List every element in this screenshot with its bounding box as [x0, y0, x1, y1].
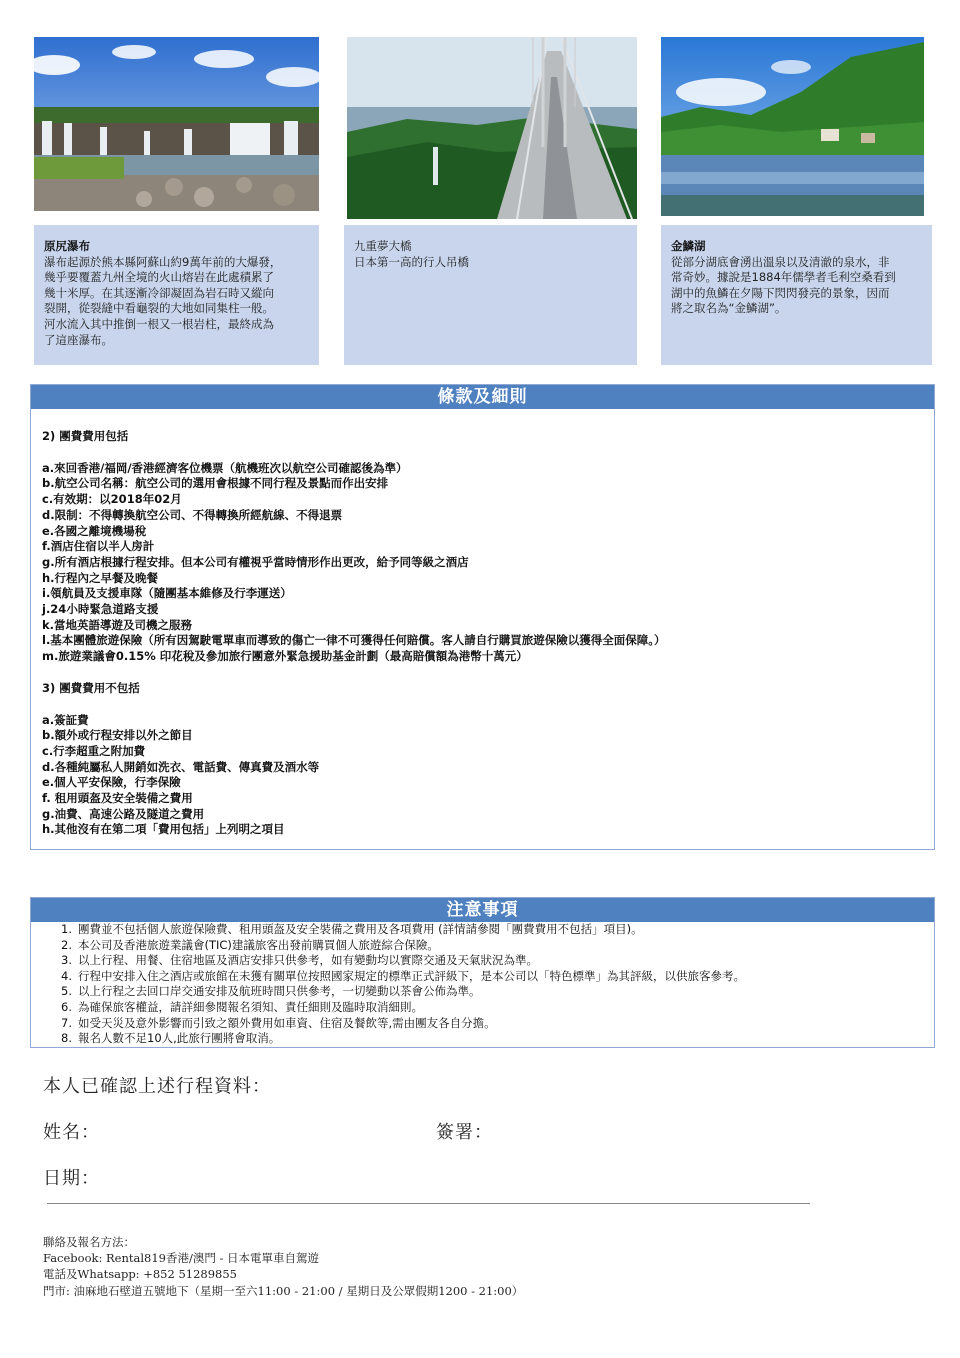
excluded-title: 3) 團費費用不包括	[42, 680, 140, 695]
terms-section	[30, 384, 935, 850]
name-label: 姓名：	[43, 1122, 100, 1143]
contact-phone: 電話及Whatsapp: +852 51289855	[43, 1267, 237, 1282]
included-item: f.酒店住宿以半人房計	[42, 539, 155, 554]
included-item: i.領航員及支援車隊（隨團基本維修及行李運送）	[42, 586, 292, 601]
excluded-item: b.額外或行程安排以外之節目	[42, 728, 193, 743]
attraction-name: 九重夢大橋	[354, 239, 412, 253]
included-item: e.各國之離境機場稅	[42, 523, 147, 538]
note-text: 本公司及香港旅遊業議會(TIC)建議旅客出發前購買個人旅遊綜合保險。	[78, 937, 439, 952]
contact-heading: 聯絡及報名方法：	[43, 1235, 135, 1249]
note-item	[61, 984, 934, 1000]
note-text: 為確保旅客權益，請詳細參閱報名須知、責任細則及臨時取消細則。	[78, 999, 423, 1014]
terms-section-title: 條款及細則	[31, 385, 934, 409]
attraction-description-line: 了這座瀑布。	[44, 332, 113, 347]
note-item	[61, 1016, 934, 1032]
attraction-card-bridge	[344, 225, 637, 365]
note-number: 3.	[61, 953, 72, 968]
excluded-item: c.行李超重之附加費	[42, 743, 146, 758]
included-title: 2) 團費費用包括	[42, 429, 129, 443]
contact-shop: 門市: 油麻地石壁道五號地下（星期一至六11:00 - 21:00 / 星期日及公眾假期1200 - 21:00）	[43, 1283, 524, 1298]
note-item	[61, 1000, 934, 1016]
bridge-photo	[347, 37, 637, 219]
included-item: a.來回香港/福岡/香港經濟客位機票（航機班次以航空公司確認後為準）	[42, 460, 408, 475]
included-item: m.旅遊業議會0.15% 印花稅及參加旅行團意外緊急援助基金計劃（最高賠償額為港幣十萬元）	[42, 649, 528, 664]
note-number: 6.	[61, 999, 72, 1014]
attraction-card-lake	[661, 225, 932, 365]
note-item	[61, 969, 934, 985]
note-item	[61, 1031, 934, 1047]
excluded-item: d.各種純屬私人開銷如洗衣、電話費、傳真費及酒水等	[42, 759, 320, 774]
waterfall-photo	[34, 37, 319, 211]
attraction-description-line: 裂開，從裂縫中看龜裂的大地如同集柱一般。	[44, 301, 274, 316]
note-text: 如受天災及意外影響而引致之額外費用如車資、住宿及餐飲等,需由團友各自分擔。	[78, 1015, 496, 1030]
attraction-description-line: 湖中的魚鱗在夕陽下閃閃發亮的景象，因而	[671, 285, 890, 300]
excluded-item: h.其他沒有在第二項「費用包括」上列明之項目	[42, 822, 285, 837]
lake-photo	[661, 37, 924, 216]
notes-list	[31, 922, 934, 1047]
attraction-description-line: 幾十米厚。在其逐漸冷卻凝固為岩石時又縱向	[44, 285, 274, 300]
confirmation-statement: 本人已確認上述行程資料：	[43, 1076, 271, 1097]
included-item: d.限制：不得轉換航空公司、不得轉換所經航線、不得退票	[42, 507, 343, 522]
note-item	[61, 922, 934, 938]
included-item: g.所有酒店根據行程安排。但本公司有權視乎當時情形作出更改，給予同等級之酒店	[42, 554, 469, 569]
excluded-item: a.簽証費	[42, 712, 89, 727]
attraction-description-line: 河水流入其中推倒一根又一根岩柱，最終成為	[44, 316, 274, 331]
note-number: 1.	[61, 922, 72, 936]
divider	[47, 1203, 810, 1204]
note-number: 2.	[61, 937, 72, 952]
included-item: k.當地英語導遊及司機之服務	[42, 617, 193, 632]
included-item: c.有效期：以2018年02月	[42, 492, 182, 507]
included-item: h.行程內之早餐及晚餐	[42, 570, 159, 585]
excluded-item: f. 租用頭盔及安全裝備之費用	[42, 791, 193, 806]
note-text: 團費並不包括個人旅遊保險費、租用頭盔及安全裝備之費用及各項費用 (詳情請參閱「團費費用不包括」項目)。	[78, 922, 643, 936]
contact-block	[43, 1234, 523, 1299]
contact-facebook: Facebook: Rental819香港/澳門 - 日本電單車自駕遊	[43, 1251, 320, 1266]
note-number: 8.	[61, 1031, 72, 1046]
attraction-description-line: 瀑布起源於熊本縣阿蘇山約9萬年前的大爆發，	[44, 254, 282, 269]
included-item: j.24小時緊急道路支援	[42, 602, 159, 617]
attraction-name: 原尻瀑布	[44, 239, 90, 253]
note-number: 7.	[61, 1015, 72, 1030]
attraction-description-line: 幾乎要覆蓋九州全境的火山熔岩在此處積累了	[44, 270, 274, 285]
attraction-description-line: 將之取名為“金鱗湖”。	[671, 301, 787, 316]
attraction-description-line: 日本第一高的行人吊橋	[354, 254, 469, 269]
excluded-item: g.油費、高速公路及隧道之費用	[42, 806, 205, 821]
note-text: 報名人數不足10人,此旅行團將會取消。	[78, 1031, 281, 1046]
included-item: b.航空公司名稱：航空公司的選用會根據不同行程及景點而作出安排	[42, 476, 389, 491]
attraction-description-line: 從部分湖底會湧出溫泉以及清澈的泉水，非	[671, 254, 890, 269]
signature-label: 簽署：	[436, 1122, 493, 1143]
note-text: 行程中安排入住之酒店或旅館在未獲有關單位按照國家規定的標準正式評級下，是本公司以「特色標準」為其評級，以供旅客參考。	[78, 968, 745, 983]
note-item	[61, 938, 934, 954]
excluded-item: e.個人平安保險，行李保險	[42, 775, 181, 790]
notes-section-title: 注意事項	[31, 898, 934, 922]
note-text: 以上行程、用餐、住宿地區及酒店安排只供參考，如有變動均以實際交通及天氣狀況為準。	[78, 953, 538, 968]
date-label: 日期：	[43, 1168, 100, 1189]
included-item: l.基本團體旅遊保險（所有因駕駛電單車而導致的傷亡一律不可獲得任何賠償。客人請自行購買旅遊保險以獲得全面保障。）	[42, 633, 666, 648]
included-list	[42, 461, 934, 665]
attraction-description-line: 常奇妙。據說是1884年儒學者毛利空桑看到	[671, 270, 896, 285]
notes-section	[30, 897, 935, 1048]
attraction-name: 金鱗湖	[671, 239, 706, 253]
note-number: 5.	[61, 984, 72, 999]
note-number: 4.	[61, 968, 72, 983]
note-text: 以上行程之去回口岸交通安排及航班時間只供參考，一切變動以茶會公佈為準。	[78, 984, 481, 999]
note-item	[61, 953, 934, 969]
attraction-card-waterfall	[34, 225, 319, 365]
excluded-list	[42, 713, 934, 839]
